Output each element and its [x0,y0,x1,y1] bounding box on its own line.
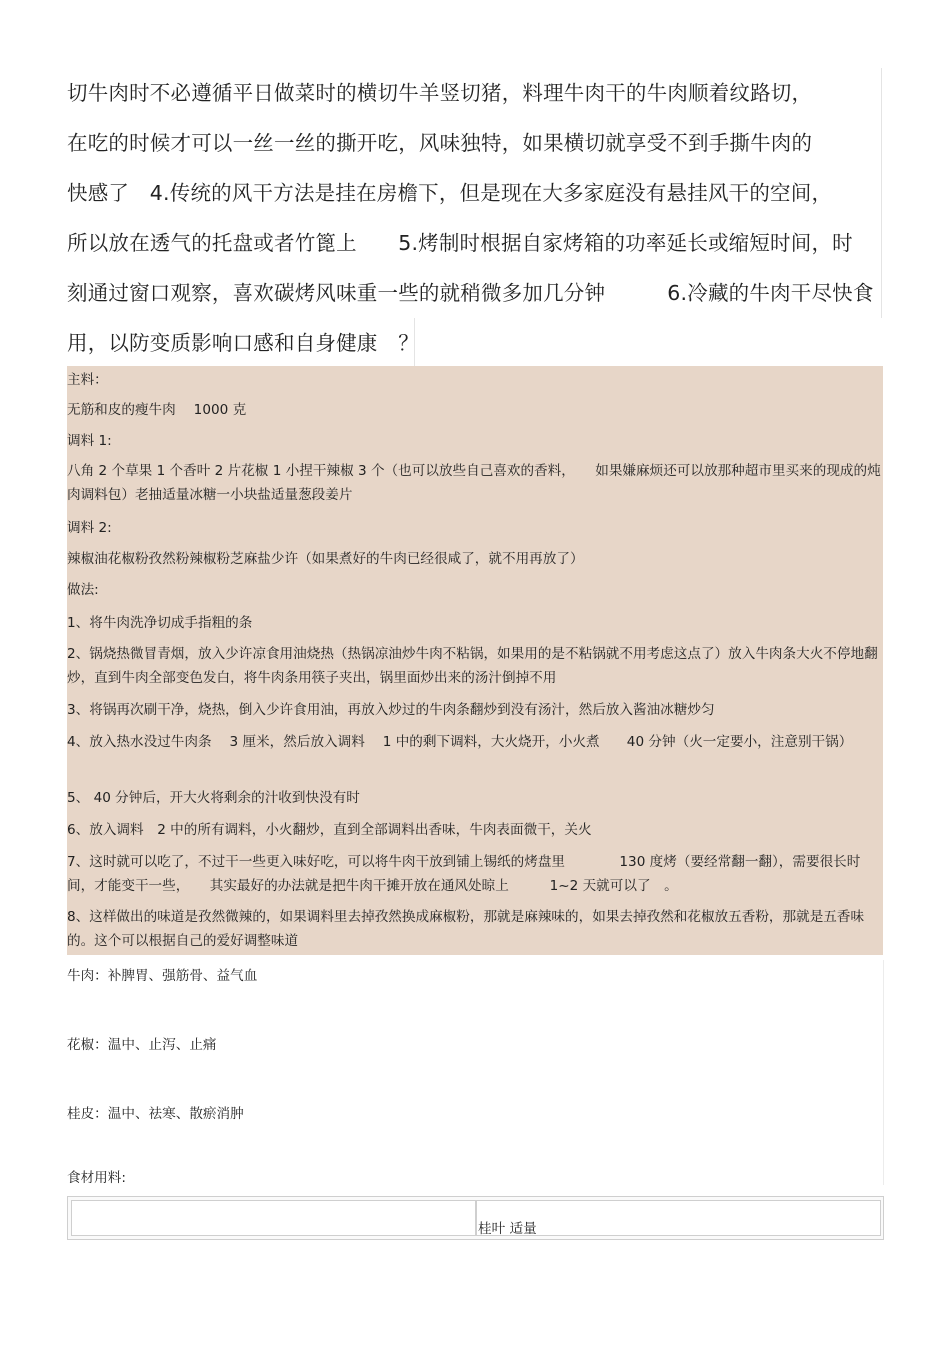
step-item: 8、这样做出的味道是孜然微辣的，如果调料里去掉孜然换成麻椒粉，那就是麻辣味的，如果去掉孜然和花椒放五香粉，那就是五香味的。这个可以根据自己的爱好调整味道 [67,909,865,949]
intro-paragraph [67,68,882,368]
step-item: 4、放入热水没过牛肉条 3 厘米，然后放入调料 1 中的剩下调料，大火烧开，小火煮 40 分钟（火一定要小，注意别干锅） [67,734,853,750]
table-cell [71,1200,476,1236]
intro-line: 在吃的时候才可以一丝一丝的撕开吃，风味独特，如果横切就享受不到手撕牛肉的 [67,118,882,168]
table-cell-text: 桂叶 适量 [478,1221,537,1237]
herb-note: 花椒：温中、止泻、止痛 [67,1037,217,1053]
seasoning1-text: 八角 2 个草果 1 个香叶 2 片花椒 1 小捏干辣椒 3 个（也可以放些自己喜欢的香料， 如果嫌麻烦还可以放那种超市里买来的现成的炖肉调料包）老抽适量冰糖一小块盐适量葱段姜片 [67,463,881,503]
seasoning2-text: 辣椒油花椒粉孜然粉辣椒粉芝麻盐少许（如果煮好的牛肉已经很咸了，就不用再放了） [67,551,584,567]
step-item: 7、这时就可以吃了，不过干一些更入味好吃，可以将牛肉干放到铺上锡纸的烤盘里 130 度烤（要经常翻一翻），需要很长时间，才能变干一些， 其实最好的办法就是把牛肉干摊开放在通风处晾上 1~2 天就可以了 。 [67,854,861,894]
step-item: 3、将锅再次刷干净，烧热，倒入少许食用油，再放入炒过的牛肉条翻炒到没有汤汁，然后放入酱油冰糖炒匀 [67,702,715,718]
ingredients-label: 食材用料: [67,1170,126,1186]
intro-line: 切牛肉时不必遵循平日做菜时的横切牛羊竖切猪，料理牛肉干的牛肉顺着纹路切， [67,68,882,118]
main-ingredient-label: 主料： [67,372,108,388]
intro-line: 用，以防变质影响口感和自身健康 ？ [67,318,415,368]
herb-note: 桂皮：温中、祛寒、散瘀消肿 [67,1106,244,1122]
main-ingredient-item: 无筋和皮的瘦牛肉 1000 克 [67,402,247,418]
intro-line: 快感了 4.传统的风干方法是挂在房檐下，但是现在大多家庭没有悬挂风干的空间， [67,168,882,218]
recipe-box [67,366,883,955]
method-label: 做法: [67,582,99,598]
step-item: 5、 40 分钟后，开大火将剩余的汁收到快没有时 [67,790,360,806]
step-item: 2、锅烧热微冒青烟，放入少许凉食用油烧热（热锅凉油炒牛肉不粘锅，如果用的是不粘锅就不用考虑这点了）放入牛肉条大火不停地翻炒，直到牛肉全部变色发白，将牛肉条用筷子夹出，锅里面炒出来的汤汁倒掉不用 [67,646,878,686]
intro-line: 所以放在透气的托盘或者竹篦上 5.烤制时根据自家烤箱的功率延长或缩短时间，时 [67,218,882,268]
seasoning1-label: 调料 1: [67,433,112,449]
step-item: 1、将牛肉洗净切成手指粗的条 [67,615,253,631]
herb-note: 牛肉：补脾胃、强筋骨、益气血 [67,968,258,984]
seasoning2-label: 调料 2: [67,520,112,536]
step-item: 6、放入调料 2 中的所有调料，小火翻炒，直到全部调料出香味，牛肉表面微干，关火 [67,822,592,838]
herb-notes [67,960,884,1185]
intro-line: 刻通过窗口观察，喜欢碳烤风味重一些的就稍微多加几分钟 6.冷藏的牛肉干尽快食 [67,268,882,318]
ingredients-table [67,1196,884,1240]
table-cell [476,1200,881,1236]
